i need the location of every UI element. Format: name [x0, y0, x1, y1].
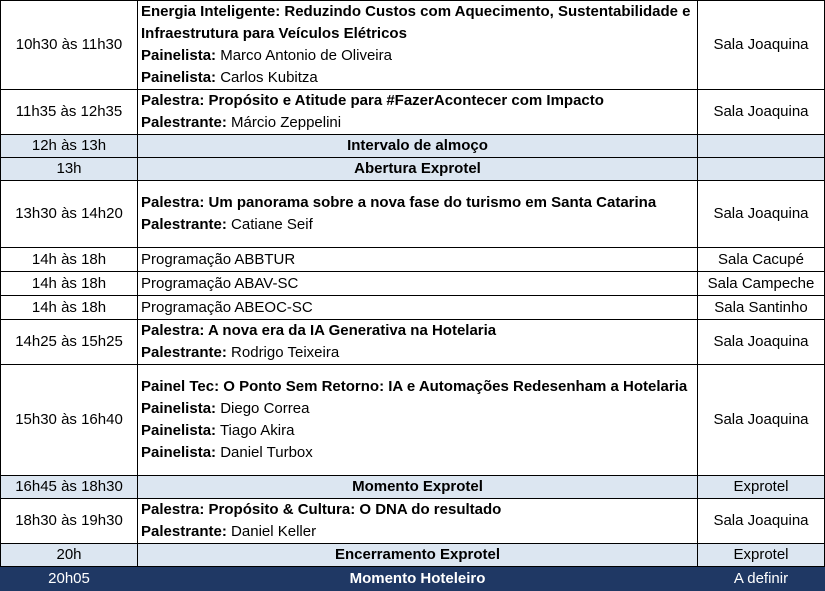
person-name: Tiago Akira [219, 422, 295, 439]
room-cell: Sala Campeche [698, 272, 825, 296]
room-cell: Sala Joaquina [698, 1, 825, 90]
table-row [1, 476, 825, 499]
session-title: Palestra: A nova era da IA Generativa na Hotelaria [141, 322, 497, 339]
room-cell: Sala Joaquina [698, 181, 825, 248]
session-title: Programação ABBTUR [138, 248, 698, 272]
session-title: Palestra: Um panorama sobre a nova fase do turismo em Santa Catarina [141, 194, 657, 211]
room-cell: Sala Joaquina [698, 365, 825, 476]
session-title: Palestra: Propósito e Atitude para #FazerAcontecer com Impacto [141, 92, 604, 109]
time-cell: 12h às 13h [1, 135, 138, 158]
room-cell [698, 158, 825, 181]
session-cell [138, 181, 698, 248]
role-label: Palestrante: [141, 216, 227, 233]
person-name: Marco Antonio de Oliveira [220, 47, 392, 64]
session-title: Momento Exprotel [138, 476, 698, 499]
time-cell: 14h às 18h [1, 272, 138, 296]
table-row [1, 272, 825, 296]
session-title: Programação ABAV-SC [138, 272, 698, 296]
time-cell: 14h às 18h [1, 248, 138, 272]
time-cell: 10h30 às 11h30 [1, 1, 138, 90]
session-title: Momento Hoteleiro [138, 567, 698, 591]
role-label: Palestrante: [141, 523, 227, 540]
role-label: Painelista: [141, 69, 217, 86]
session-cell [138, 365, 698, 476]
role-label: Painelista: [141, 400, 217, 417]
person-name: Márcio Zeppelini [231, 114, 342, 131]
time-cell: 14h25 às 15h25 [1, 320, 138, 365]
role-label: Painelista: [141, 422, 217, 439]
session-title: Energia Inteligente: Reduzindo Custos com Aquecimento, Sustentabilidade e Infraestrutura para Veículos Elétricos [141, 3, 691, 42]
table-row [1, 248, 825, 272]
role-label: Painelista: [141, 444, 217, 461]
session-title: Encerramento Exprotel [138, 544, 698, 567]
session-title: Programação ABEOC-SC [138, 296, 698, 320]
person-name: Diego Correa [220, 400, 310, 417]
session-title: Intervalo de almoço [138, 135, 698, 158]
room-cell: Exprotel [698, 544, 825, 567]
role-label: Palestrante: [141, 114, 227, 131]
time-cell: 18h30 às 19h30 [1, 499, 138, 544]
table-row [1, 135, 825, 158]
room-cell: Sala Santinho [698, 296, 825, 320]
time-cell: 20h05 [1, 567, 138, 591]
session-cell [138, 320, 698, 365]
table-row [1, 90, 825, 135]
room-cell: Sala Joaquina [698, 320, 825, 365]
table-row [1, 320, 825, 365]
role-label: Palestrante: [141, 344, 227, 361]
room-cell: Exprotel [698, 476, 825, 499]
session-title: Painel Tec: O Ponto Sem Retorno: IA e Automações Redesenham a Hotelaria [141, 378, 688, 395]
person-name: Carlos Kubitza [220, 69, 318, 86]
time-cell: 20h [1, 544, 138, 567]
person-name: Daniel Keller [231, 523, 317, 540]
table-row [1, 181, 825, 248]
person-name: Rodrigo Teixeira [231, 344, 340, 361]
time-cell: 13h30 às 14h20 [1, 181, 138, 248]
time-cell: 15h30 às 16h40 [1, 365, 138, 476]
table-row [1, 1, 825, 90]
time-cell: 11h35 às 12h35 [1, 90, 138, 135]
role-label: Painelista: [141, 47, 217, 64]
room-cell: Sala Cacupé [698, 248, 825, 272]
session-cell [138, 1, 698, 90]
time-cell: 13h [1, 158, 138, 181]
room-cell: A definir [698, 567, 825, 591]
session-title: Abertura Exprotel [138, 158, 698, 181]
session-cell [138, 90, 698, 135]
room-cell: Sala Joaquina [698, 90, 825, 135]
table-row [1, 567, 825, 591]
session-title: Palestra: Propósito & Cultura: O DNA do resultado [141, 501, 502, 518]
table-row [1, 158, 825, 181]
room-cell [698, 135, 825, 158]
time-cell: 16h45 às 18h30 [1, 476, 138, 499]
table-row [1, 544, 825, 567]
room-cell: Sala Joaquina [698, 499, 825, 544]
table-row [1, 296, 825, 320]
person-name: Catiane Seif [231, 216, 313, 233]
table-row [1, 365, 825, 476]
table-row [1, 499, 825, 544]
session-cell [138, 499, 698, 544]
time-cell: 14h às 18h [1, 296, 138, 320]
person-name: Daniel Turbox [220, 444, 313, 461]
